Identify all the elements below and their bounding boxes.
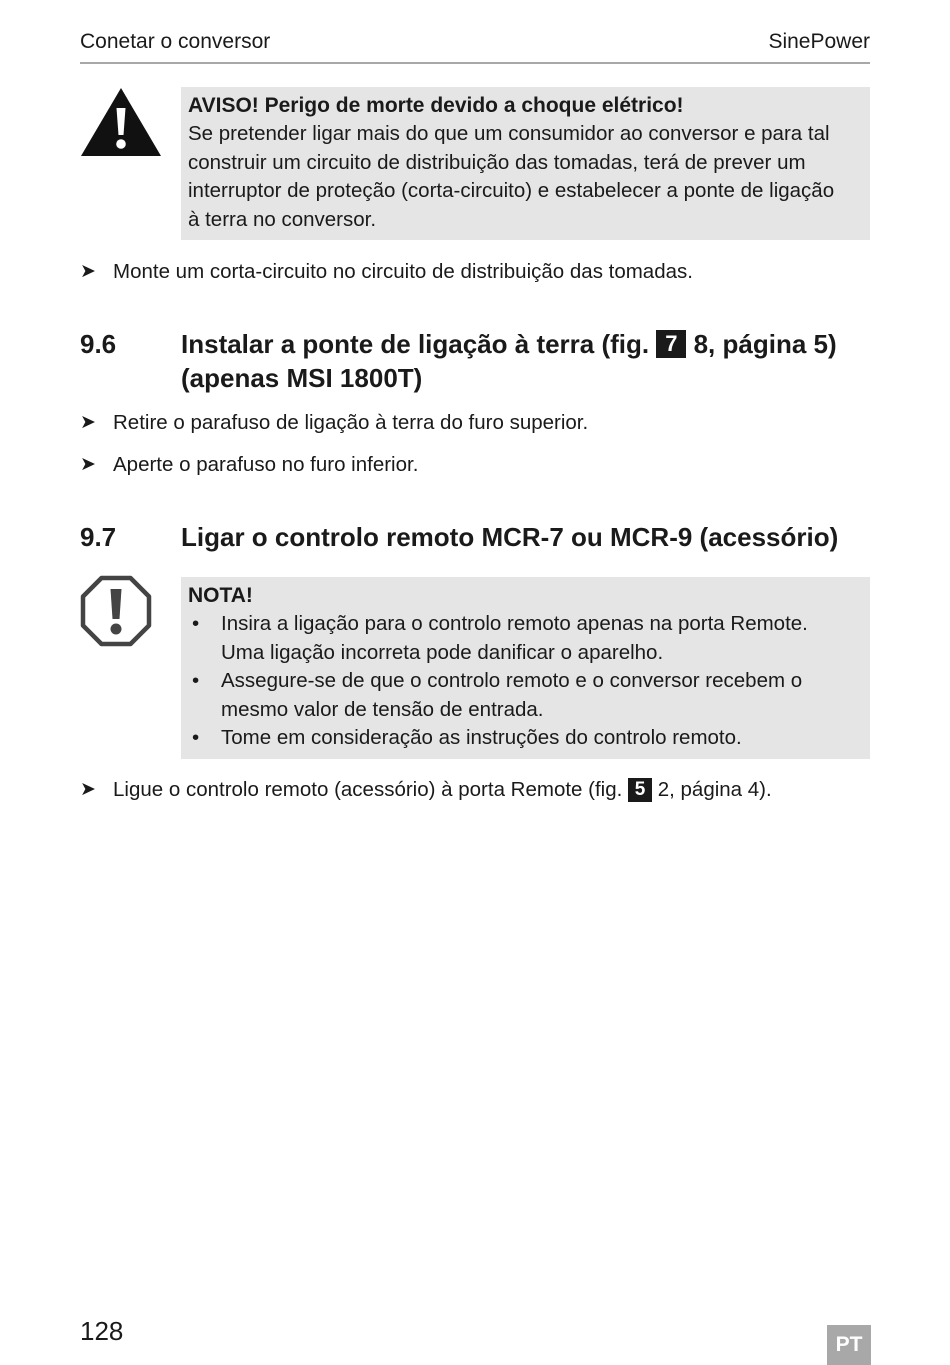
- list-item-line: Assegure-se de que o controlo remoto e o conversor recebem o: [221, 669, 803, 692]
- bullet: •: [192, 669, 200, 692]
- arrow-icon: ➤: [80, 454, 96, 475]
- figure-reference-badge: 5: [628, 778, 652, 802]
- header-chapter: Conetar o conversor: [80, 30, 271, 53]
- page-number: 128: [80, 1316, 124, 1346]
- figure-reference-badge: 7: [656, 330, 686, 358]
- step-text: Monte um corta-circuito no circuito de distribuição das tomadas.: [113, 260, 693, 283]
- warning-text: [188, 120, 862, 234]
- note-title: NOTA!: [188, 584, 253, 607]
- section-title: Ligar o controlo remoto MCR-7 ou MCR-9 (acessório): [181, 522, 839, 552]
- list-item: [188, 724, 862, 753]
- title-text: 8, página 5): [686, 329, 837, 359]
- warning-line: Se pretender ligar mais do que um consumidor ao conversor e para tal: [188, 122, 830, 145]
- section-number: 9.6: [80, 329, 117, 359]
- warning-box: [181, 87, 870, 240]
- list-item-line: Insira a ligação para o controlo remoto apenas na porta Remote.: [221, 612, 808, 635]
- step-text-part: Ligue o controlo remoto (acessório) à porta Remote (fig.: [113, 778, 629, 801]
- list-item-line: Uma ligação incorreta pode danificar o aparelho.: [221, 640, 664, 664]
- step-text: Aperte o parafuso no furo inferior.: [113, 453, 419, 476]
- warning-triangle-icon: [80, 86, 162, 158]
- title-text: (apenas MSI 1800T): [181, 363, 423, 393]
- list-item-line: mesmo valor de tensão de entrada.: [221, 697, 544, 721]
- section-number: 9.7: [80, 522, 117, 552]
- warning-line: interruptor de proteção (corta-circuito) e estabelecer a ponte de ligação: [188, 179, 835, 202]
- note-list: [188, 610, 862, 753]
- page-header: [80, 30, 870, 64]
- step-text-part: 2, página 4).: [652, 778, 772, 801]
- step-text: Retire o parafuso de ligação à terra do furo superior.: [113, 411, 589, 434]
- step-text: [113, 776, 772, 804]
- list-item: [188, 610, 862, 667]
- bullet: •: [192, 612, 200, 635]
- note-box: [181, 577, 870, 759]
- bullet: •: [192, 726, 200, 749]
- warning-line: construir um circuito de distribuição das tomadas, terá de prever um: [188, 150, 806, 174]
- warning-line: à terra no conversor.: [188, 207, 377, 231]
- arrow-icon: ➤: [80, 412, 96, 433]
- language-badge: PT: [827, 1325, 871, 1365]
- arrow-icon: ➤: [80, 779, 96, 800]
- section-title: [181, 327, 881, 395]
- list-item-line: Tome em consideração as instruções do controlo remoto.: [221, 726, 742, 749]
- notice-octagon-icon: [80, 575, 152, 647]
- header-product: SinePower: [768, 30, 870, 53]
- list-item: [188, 667, 862, 724]
- arrow-icon: ➤: [80, 261, 96, 282]
- warning-title: AVISO! Perigo de morte devido a choque elétrico!: [188, 94, 684, 117]
- title-text: Instalar a ponte de ligação à terra (fig.: [181, 329, 657, 359]
